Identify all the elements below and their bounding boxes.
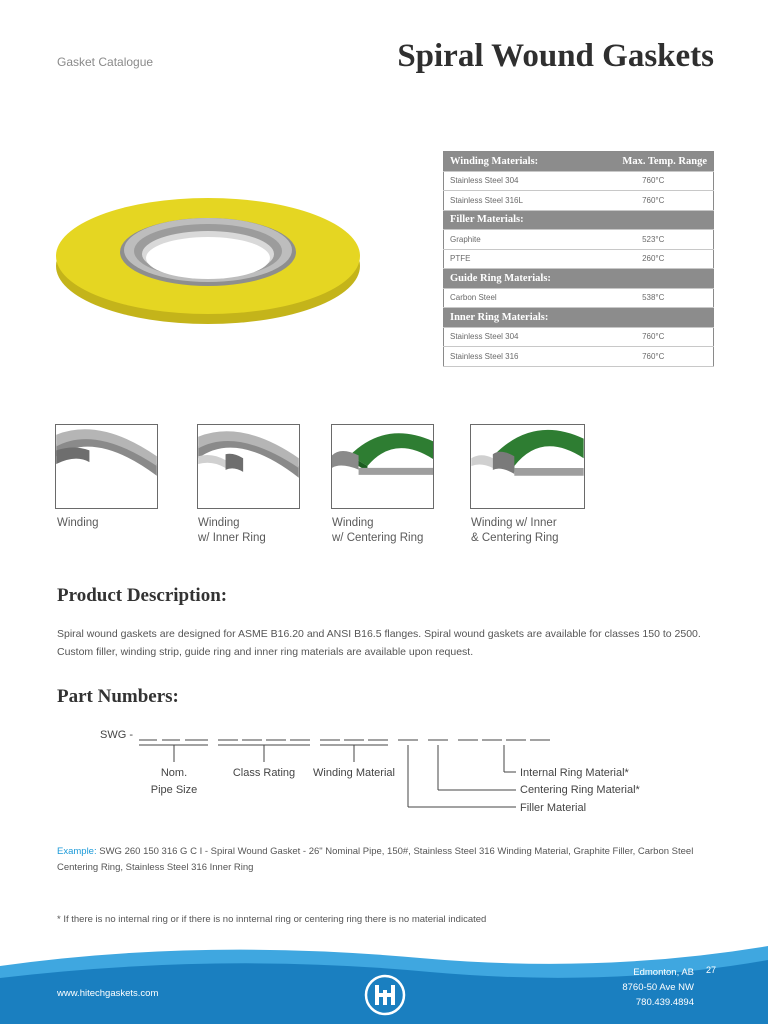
spec-label: PTFE (444, 249, 594, 269)
spec-table-row (444, 191, 714, 211)
footer-address (622, 965, 694, 1010)
type-caption-inner-ring: Winding w/ Inner Ring (198, 517, 266, 544)
winding-inner-centering-ring-thumbnail (470, 424, 585, 509)
part-numbers-heading: Part Numbers: (57, 686, 179, 707)
footer-city: Edmonton, AB (633, 967, 694, 978)
product-description-heading: Product Description: (57, 585, 228, 606)
pn-label-internal-ring: Internal Ring Material* (520, 767, 629, 779)
spec-label: Stainless Steel 304 (444, 327, 594, 347)
winding-centering-ring-thumbnail (331, 424, 434, 509)
pn-label-class-rating: Class Rating (232, 767, 296, 779)
pn-label-nom: Nom. (160, 767, 188, 779)
spec-table-section-header (444, 269, 714, 289)
footer (0, 938, 768, 1024)
spec-value (594, 269, 714, 289)
footnote: * If there is no internal ring or if there is no innternal ring or centering ring there is no material indicated (57, 914, 487, 925)
part-number-diagram (100, 724, 660, 819)
spec-label: Filler Materials: (444, 210, 594, 230)
spec-table-row (444, 171, 714, 191)
spec-value: 260°C (594, 249, 714, 269)
spec-label: Winding Materials: (444, 152, 594, 172)
spec-label: Stainless Steel 316 (444, 347, 594, 367)
product-description-text: Spiral wound gaskets are designed for ASME B16.20 and ANSI B16.5 flanges. Spiral wound gaskets are available for classes 150 to 2500. Custom filler, winding strip, guide ring and inner ring materials are available upon request. (57, 628, 701, 658)
pn-label-pipe-size: Pipe Size (150, 784, 198, 796)
spec-value: 760°C (594, 327, 714, 347)
type-caption-winding: Winding (57, 517, 99, 529)
spec-label: Stainless Steel 304 (444, 171, 594, 191)
spec-value (594, 308, 714, 328)
spec-label: Inner Ring Materials: (444, 308, 594, 328)
example-text (57, 844, 722, 876)
example-label: Example: (57, 846, 97, 857)
spec-table-row (444, 230, 714, 250)
winding-inner-ring-thumbnail (197, 424, 300, 509)
spec-table-row (444, 249, 714, 269)
spec-table-section-header (444, 308, 714, 328)
type-caption-inner-centering-ring: Winding w/ Inner & Centering Ring (471, 517, 559, 544)
website-link[interactable]: www.hitechgaskets.com (57, 988, 159, 999)
spec-table-row (444, 347, 714, 367)
spec-table-section-header (444, 210, 714, 230)
spec-value: 760°C (594, 191, 714, 211)
pn-label-filler: Filler Material (520, 802, 587, 814)
gasket-illustration (56, 178, 366, 328)
part-number-prefix: SWG - (100, 729, 133, 741)
material-spec-table (443, 151, 714, 367)
spec-value: Max. Temp. Range (594, 152, 714, 172)
page-number: 27 (705, 965, 716, 975)
spec-label: Graphite (444, 230, 594, 250)
spec-table-section-header (444, 152, 714, 172)
hitech-logo-icon (364, 974, 406, 1016)
footer-phone: 780.439.4894 (635, 997, 694, 1008)
spec-value: 760°C (594, 347, 714, 367)
spec-value (594, 210, 714, 230)
spec-value: 760°C (594, 171, 714, 191)
spec-value: 538°C (594, 288, 714, 308)
spec-label: Guide Ring Materials: (444, 269, 594, 289)
spec-label: Stainless Steel 316L (444, 191, 594, 211)
pn-label-winding-material: Winding Material (313, 767, 395, 779)
spec-label: Carbon Steel (444, 288, 594, 308)
pn-label-centering-ring: Centering Ring Material* (520, 784, 640, 796)
type-caption-centering-ring: Winding w/ Centering Ring (332, 517, 424, 544)
spec-table-row (444, 327, 714, 347)
example-body: SWG 260 150 316 G C I - Spiral Wound Gasket - 26" Nominal Pipe, 150#, Stainless Steel 316 Winding Material, Graphite Filler, Carbon Steel Centering Ring, Stainless Steel 316 Inner Ring (57, 846, 694, 873)
winding-thumbnail (55, 424, 158, 509)
page-title: Spiral Wound Gaskets (397, 38, 714, 74)
catalogue-label: Gasket Catalogue (57, 55, 154, 69)
spec-table-row (444, 288, 714, 308)
spec-value: 523°C (594, 230, 714, 250)
footer-street: 8760-50 Ave NW (622, 982, 694, 993)
